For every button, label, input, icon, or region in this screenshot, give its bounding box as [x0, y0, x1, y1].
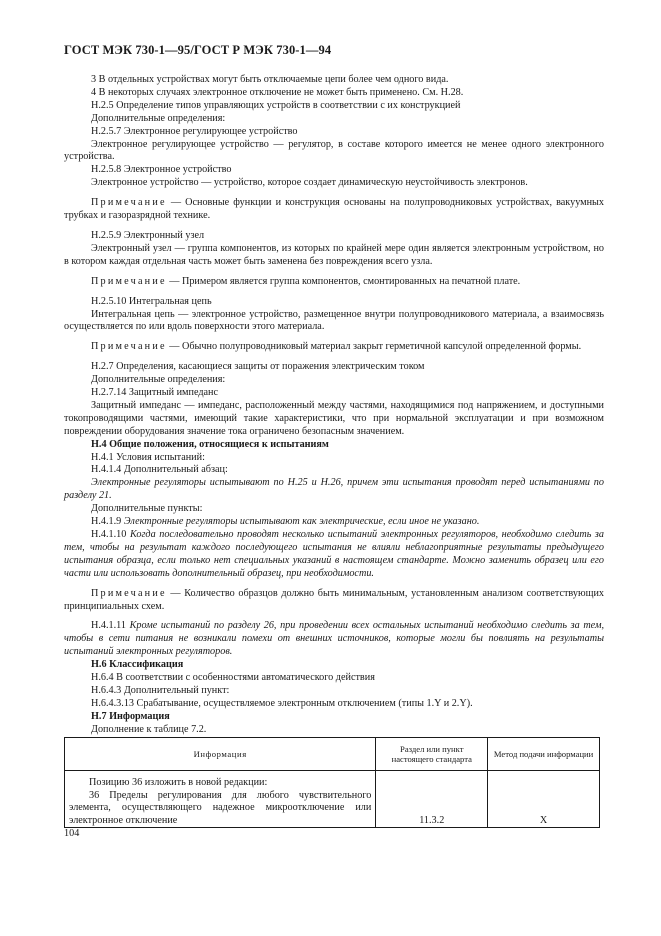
clause: [64, 516, 604, 529]
clause-number: Н.4.1.11: [91, 620, 130, 632]
clause-number: Н.4.1.9: [91, 516, 124, 528]
list-item: 4 В некоторых случаях электронное отключение не может быть применено. См. Н.28.: [91, 86, 464, 98]
table-cell-information: [65, 771, 376, 828]
clause: [64, 529, 604, 581]
section-heading-bold: Н.6 Классификация: [91, 659, 184, 671]
table-row: [65, 771, 600, 828]
clause: [64, 620, 604, 659]
section-heading: Н.2.5.9 Электронный узел: [91, 229, 205, 241]
note-text: — Обычно полупроводниковый материал закрыт герметичной капсулой определенной формы.: [166, 341, 582, 353]
note: [64, 276, 604, 289]
section-heading-bold: Н.7 Информация: [91, 710, 170, 722]
paragraph: Н.6.4.3.13 Срабатывание, осуществляемое электронным отключением (типы 1.Y и 2.Y).: [91, 697, 473, 709]
paragraph: Дополнение к таблице 7.2.: [91, 723, 207, 735]
list-item: 3 В отдельных устройствах могут быть отключаемые цепи более чем одного вида.: [91, 74, 449, 85]
note-label: Примечание: [91, 587, 167, 599]
note-text: — Количество образцов должно быть минимальным, установленным анализом соответствующих принципиальных схем.: [64, 587, 604, 612]
definition: Электронный узел — группа компонентов, из которых по крайней мере один является электронным устройством, но в котором каждая отдельная часть может быть заменена без повреждения всего узла.: [64, 242, 604, 267]
paragraph: Дополнительные определения:: [91, 374, 226, 386]
standard-header: ГОСТ МЭК 730-1—95/ГОСТ Р МЭК 730-1—94: [64, 43, 332, 57]
section-heading: Н.2.7.14 Защитный импеданс: [91, 387, 219, 399]
definition: Защитный импеданс — импеданс, расположенный между частями, находящимися под напряжением, и доступными токопроводящими частями, имеющий такие характеристики, что при нормальной эксплуатации и при возможном повреждении оборудования значение тока ограничено безопасным значением.: [64, 399, 604, 437]
table-cell-clause: 11.3.2: [376, 771, 488, 828]
definition: Интегральная цепь — электронное устройство, размещенное внутри полупроводникового материала, а взаимосвязь осуществляется по или вдоль поверхности этого материала.: [64, 308, 604, 333]
page-number: 104: [64, 828, 80, 839]
table-header-row: [65, 738, 600, 771]
clause-text: Когда последовательно проводят несколько испытаний электронных регуляторов, необходимо следить за тем, чтобы на результат каждого последующего испытания не влияли неблагоприятные результаты предыдущего испытания образца, если только нет специальных указаний в настоящем стандарте. Можно заменить образец или его части или использовать дополнительный образец, при необходимости.: [64, 529, 605, 579]
section-heading: Н.2.5 Определение типов управляющих устройств в соответствии с их конструкцией: [91, 99, 461, 111]
definition: Электронное регулирующее устройство — регулятор, в составе которого имеется не менее одного электронного устройства.: [64, 138, 604, 163]
note-text: — Примером является группа компонентов, смонтированных на печатной плате.: [166, 275, 521, 287]
column-header-clause: Раздел или пункт настоящего стандарта: [376, 738, 488, 771]
note-label: Примечание: [91, 341, 167, 353]
note: [64, 341, 604, 354]
note-label: Примечание: [91, 275, 167, 287]
column-header-method: Метод подачи информации: [488, 738, 600, 771]
section-heading-bold: Н.4 Общие положения, относящиеся к испытаниям: [91, 438, 329, 450]
note: [64, 588, 604, 614]
paragraph: Дополнительные пункты:: [91, 503, 203, 515]
cell-line: 36 Пределы регулирования для любого чувствительного элемента, осуществляющего надежное микроотключение или электронное отключение: [69, 789, 372, 826]
document-body: [64, 74, 604, 737]
section-heading: Н.2.7 Определения, касающиеся защиты от поражения электрическим током: [91, 361, 425, 373]
paragraph: Дополнительные определения:: [91, 112, 226, 124]
paragraph: Н.6.4.3 Дополнительный пункт:: [91, 684, 230, 696]
cell-line: Позицию 36 изложить в новой редакции:: [89, 777, 268, 788]
paragraph: Н.4.1 Условия испытаний:: [91, 451, 205, 463]
paragraph: Н.4.1.4 Дополнительный абзац:: [91, 464, 228, 476]
note: [64, 197, 604, 223]
table-cell-method: X: [488, 771, 600, 828]
section-heading: Н.2.5.8 Электронное устройство: [91, 164, 232, 176]
note-text: — Основные функции и конструкция основаны на полупроводниковых устройствах, вакуумных трубках и газоразрядной технике.: [64, 197, 604, 222]
section-heading: Н.2.5.7 Электронное регулирующее устройство: [91, 125, 298, 137]
paragraph: Н.6.4 В соответствии с особенностями автоматического действия: [91, 672, 375, 684]
definition: Электронное устройство — устройство, которое создает динамическую неустойчивость электронов.: [91, 177, 528, 189]
paragraph-italic: Электронные регуляторы испытывают по Н.25 и Н.26, причем эти испытания проводят перед испытаниями по разделу 21.: [64, 477, 604, 502]
note-label: Примечание: [91, 197, 167, 209]
info-table: [64, 737, 600, 828]
clause-number: Н.4.1.10: [91, 529, 130, 540]
clause-text: Электронные регуляторы испытывают как электрические, если иное не указано.: [123, 516, 480, 528]
clause-text: Кроме испытаний по разделу 26, при проведении всех остальных испытаний необходимо следить за тем, чтобы в сети питания не возникали помехи от внешних источников, которые могли бы повлиять на результаты испытаний электронных регуляторов.: [64, 620, 604, 658]
section-heading: Н.2.5.10 Интегральная цепь: [91, 295, 212, 307]
column-header-information: Информация: [65, 738, 376, 771]
